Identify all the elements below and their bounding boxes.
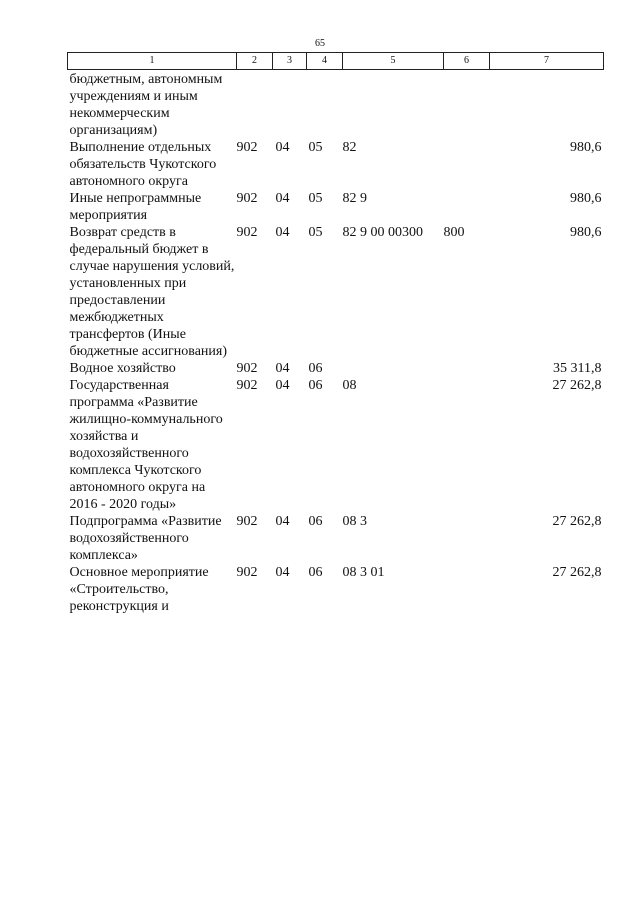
row-col3: 04 bbox=[275, 225, 290, 240]
row-col7: 27 262,8 bbox=[552, 514, 602, 529]
row-col6 bbox=[444, 564, 490, 615]
row-col2: 902 bbox=[236, 191, 258, 206]
row-col3 bbox=[273, 70, 307, 140]
row-col6: 800 bbox=[443, 225, 465, 240]
row-col6 bbox=[444, 190, 490, 224]
row-col4: 05 bbox=[308, 225, 323, 240]
row-name: Водное хозяйство bbox=[69, 361, 176, 376]
column-header-7: 7 bbox=[490, 53, 604, 70]
row-name: бюджетным, автономным учреждениям и иным некоммерческим организациям) bbox=[69, 72, 223, 138]
row-col6 bbox=[444, 70, 490, 140]
row-col4: 06 bbox=[308, 514, 323, 529]
row-col4: 05 bbox=[308, 140, 323, 155]
row-col2: 902 bbox=[236, 140, 258, 155]
row-col6 bbox=[444, 377, 490, 513]
row-col5 bbox=[343, 70, 444, 140]
row-col3: 04 bbox=[275, 514, 290, 529]
row-name: Возврат средств в федеральный бюджет в случае нарушения условий, установленных при предоставлении межбюджетных трансфертов (Иные бюджетные ассигнования) bbox=[69, 225, 235, 359]
row-name: Иные непрограммные мероприятия bbox=[69, 191, 202, 223]
row-col5: 82 bbox=[342, 140, 357, 155]
row-name: Подпрограмма «Развитие водохозяйственного комплекса» bbox=[69, 514, 222, 563]
row-col3: 04 bbox=[275, 191, 290, 206]
row-name: Основное мероприятие «Строительство, реконструкция и bbox=[69, 565, 209, 614]
row-col5: 08 3 01 bbox=[342, 565, 385, 580]
table-row bbox=[68, 513, 604, 564]
row-name: Выполнение отдельных обязательств Чукотского автономного округа bbox=[69, 140, 217, 189]
row-col6 bbox=[444, 360, 490, 377]
row-col6 bbox=[444, 513, 490, 564]
column-header-5: 5 bbox=[343, 53, 444, 70]
row-col3: 04 bbox=[275, 378, 290, 393]
row-col2: 902 bbox=[236, 514, 258, 529]
row-col3: 04 bbox=[275, 361, 290, 376]
row-col2: 902 bbox=[236, 361, 258, 376]
table-row bbox=[68, 190, 604, 224]
column-header-2: 2 bbox=[237, 53, 273, 70]
row-col4: 05 bbox=[308, 191, 323, 206]
row-col5 bbox=[343, 360, 444, 377]
table-row bbox=[68, 564, 604, 615]
row-col4 bbox=[307, 70, 343, 140]
column-header-1: 1 bbox=[68, 53, 237, 70]
row-col5: 82 9 00 00300 bbox=[342, 225, 423, 240]
row-col4: 06 bbox=[308, 361, 323, 376]
table-row bbox=[68, 224, 604, 360]
row-col7: 980,6 bbox=[570, 225, 602, 240]
row-col6 bbox=[444, 139, 490, 190]
row-col5: 08 3 bbox=[342, 514, 367, 529]
table-row bbox=[68, 70, 604, 140]
table-row bbox=[68, 377, 604, 513]
row-col2 bbox=[237, 70, 273, 140]
row-col7: 27 262,8 bbox=[552, 565, 602, 580]
row-col5: 82 9 bbox=[342, 191, 367, 206]
header-row bbox=[68, 53, 604, 70]
table-row bbox=[68, 360, 604, 377]
row-name: Государственная программа «Развитие жилищно-коммунального хозяйства и водохозяйственного комплекса Чукотского автономного округа на 2016 - 2020 годы» bbox=[69, 378, 223, 512]
row-col7: 980,6 bbox=[570, 191, 602, 206]
column-header-6: 6 bbox=[444, 53, 490, 70]
table-row bbox=[68, 139, 604, 190]
column-header-4: 4 bbox=[307, 53, 343, 70]
row-col7 bbox=[490, 70, 604, 140]
row-col3: 04 bbox=[275, 140, 290, 155]
row-col4: 06 bbox=[308, 565, 323, 580]
row-col7: 35 311,8 bbox=[553, 361, 602, 376]
row-col2: 902 bbox=[236, 378, 258, 393]
row-col2: 902 bbox=[236, 565, 258, 580]
budget-table bbox=[67, 52, 604, 615]
row-col3: 04 bbox=[275, 565, 290, 580]
row-col2: 902 bbox=[236, 225, 258, 240]
column-header-3: 3 bbox=[273, 53, 307, 70]
row-col7: 27 262,8 bbox=[552, 378, 602, 393]
row-col4: 06 bbox=[308, 378, 323, 393]
row-col5: 08 bbox=[342, 378, 357, 393]
row-col7: 980,6 bbox=[570, 140, 602, 155]
page-number: 65 bbox=[315, 38, 325, 49]
